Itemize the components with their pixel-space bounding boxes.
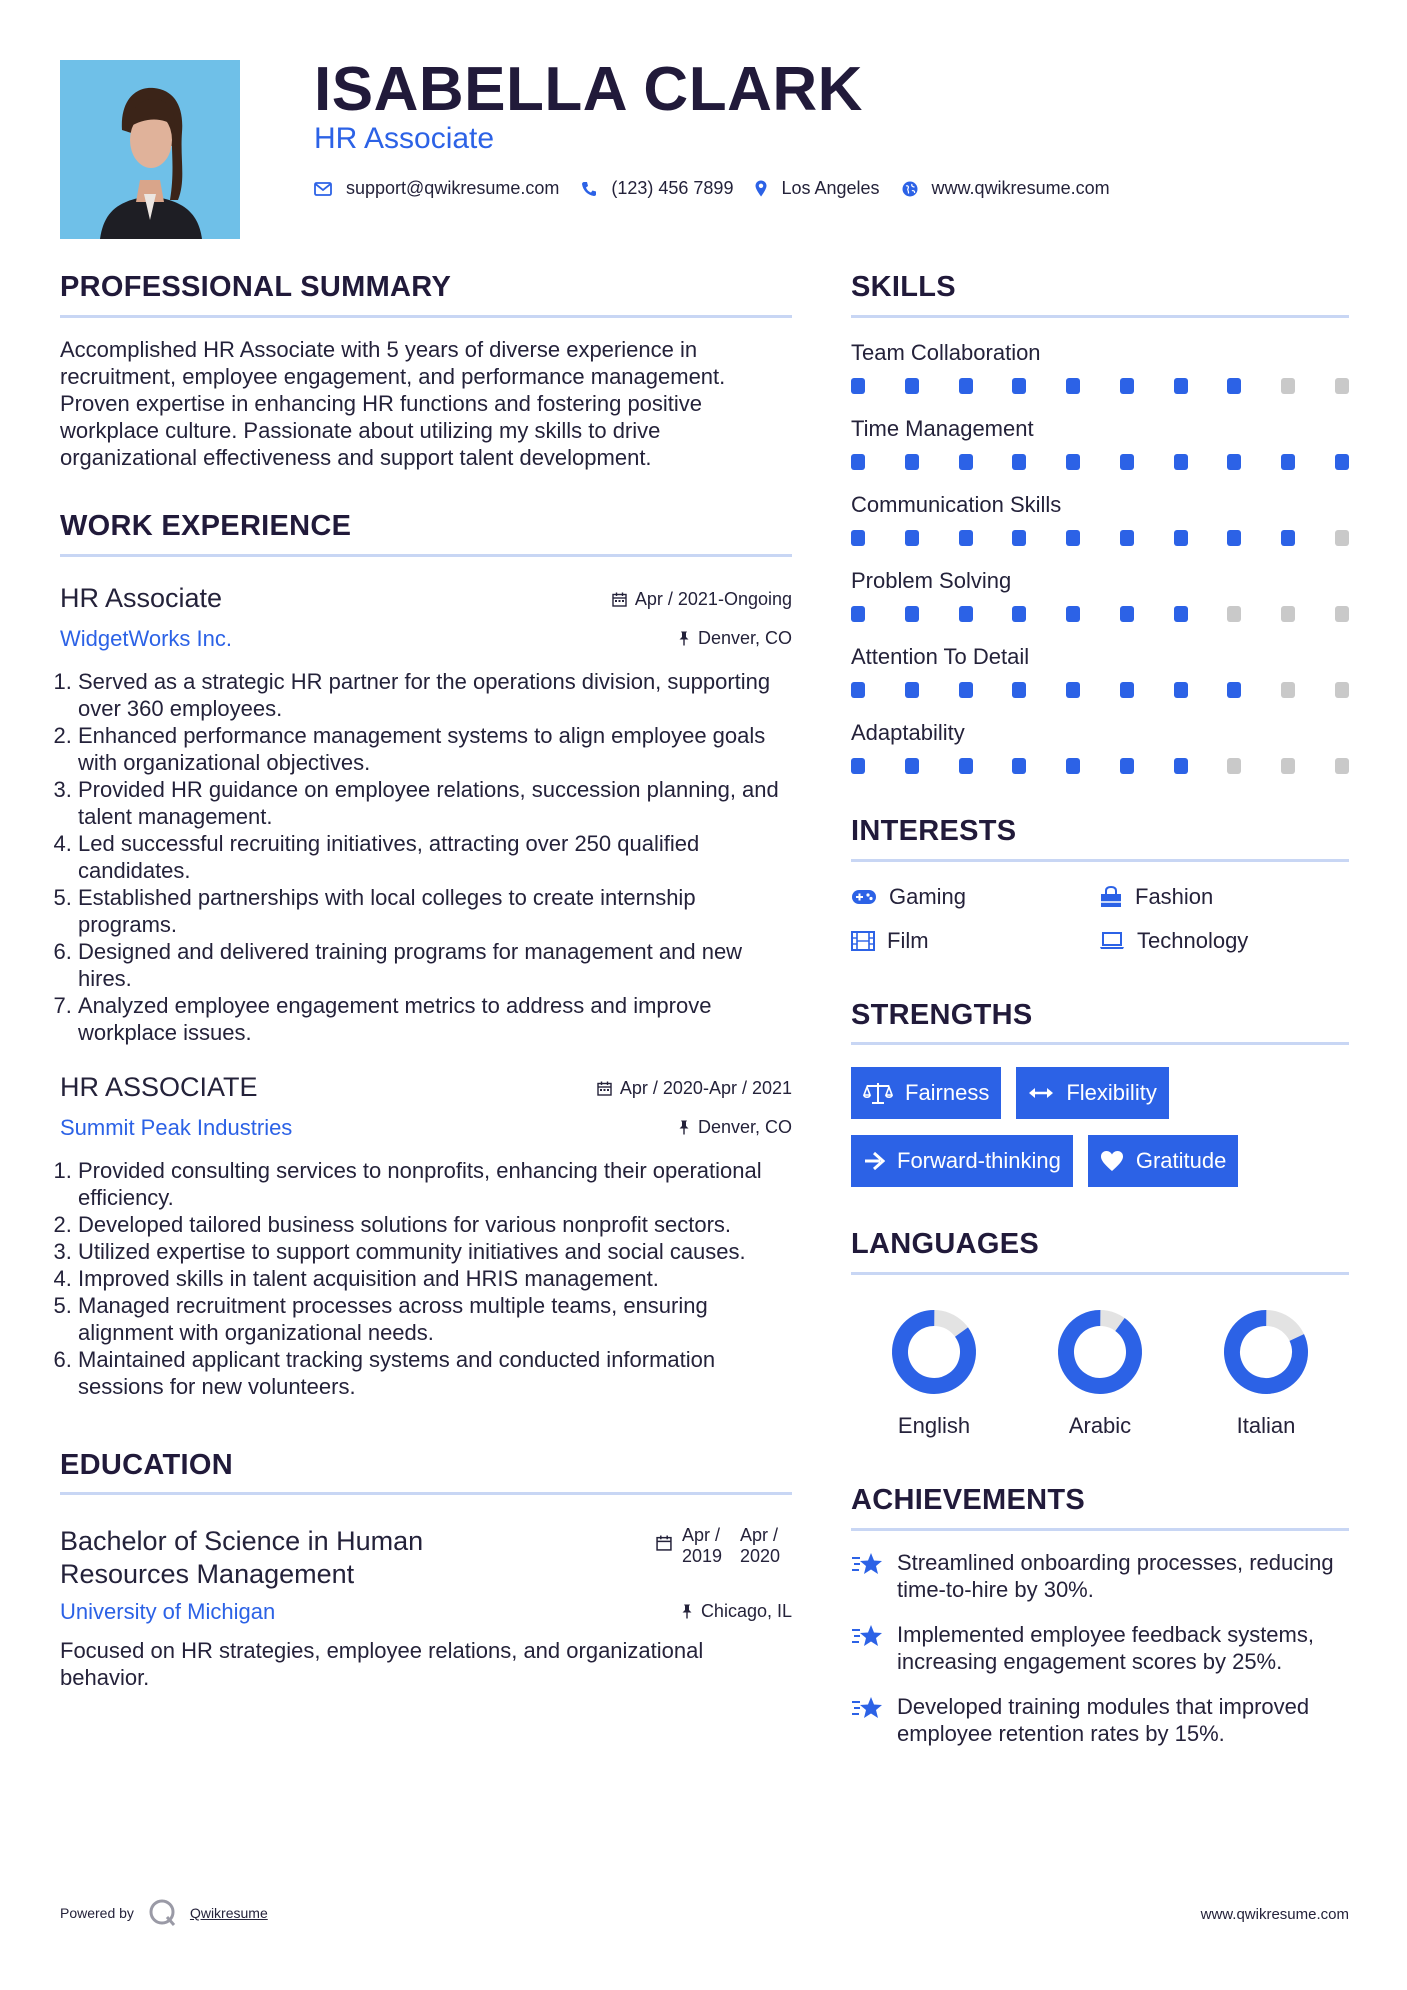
- skill-item: [851, 492, 1349, 546]
- skill-dot-empty: [1335, 530, 1349, 546]
- skill-rating: [851, 454, 1349, 470]
- job-bullets: [60, 668, 792, 1046]
- skill-dot-filled: [959, 378, 973, 394]
- skill-dot-empty: [1281, 378, 1295, 394]
- job-dates: [597, 1078, 792, 1099]
- film-icon: [851, 931, 875, 951]
- skill-name: Communication Skills: [851, 491, 1062, 517]
- heart-icon: [1100, 1150, 1124, 1172]
- section-divider: [60, 554, 792, 557]
- skills-heading: SKILLS: [851, 271, 956, 303]
- right-column: [851, 270, 1349, 1747]
- job-dates-text: Apr / 2021-Ongoing: [634, 588, 792, 609]
- job-entry: [60, 583, 792, 1046]
- skill-dot-filled: [1174, 758, 1188, 774]
- education-heading: EDUCATION: [60, 1448, 233, 1481]
- skill-dot-empty: [1281, 682, 1295, 698]
- strengths-list: [851, 1067, 1349, 1203]
- skill-dot-filled: [851, 454, 865, 470]
- skill-dot-filled: [1012, 682, 1026, 698]
- skill-dot-filled: [1066, 682, 1080, 698]
- education-degree: Bachelor of Science in Human Resources Management: [60, 1526, 424, 1590]
- job-bullet: 4. Led successful recruiting initiatives, attracting over 250 qualified candidates.: [78, 830, 792, 884]
- skill-dot-filled: [905, 682, 919, 698]
- shooting-star-icon: [851, 1695, 883, 1721]
- strength-label: Forward-thinking: [897, 1148, 1061, 1174]
- skill-item: [851, 340, 1349, 394]
- skill-rating: [851, 758, 1349, 774]
- job-title: HR ASSOCIATE: [60, 1071, 258, 1102]
- section-divider: [60, 1492, 792, 1495]
- job-location: [678, 628, 792, 649]
- language-name: English: [897, 1413, 971, 1439]
- skill-dot-filled: [1012, 454, 1026, 470]
- skill-rating: [851, 378, 1349, 394]
- strength-badge: [851, 1067, 1001, 1119]
- skill-dot-filled: [1227, 530, 1241, 546]
- job-bullet: 5. Established partnerships with local colleges to create internship programs.: [78, 884, 792, 938]
- contact-phone[interactable]: [581, 178, 733, 199]
- interest-item: [1099, 928, 1347, 954]
- skill-dot-filled: [1174, 378, 1188, 394]
- skill-dot-filled: [905, 606, 919, 622]
- job-bullet: 5. Managed recruitment processes across multiple teams, ensuring alignment with organizational needs.: [78, 1292, 792, 1346]
- skill-dot-filled: [959, 682, 973, 698]
- languages-list: [851, 1309, 1349, 1439]
- section-divider: [851, 1272, 1349, 1275]
- skill-dot-filled: [1066, 530, 1080, 546]
- calendar-icon: [597, 1081, 612, 1096]
- map-pin-icon: [755, 180, 767, 197]
- skill-name: Adaptability: [851, 719, 965, 745]
- balance-scale-icon: [863, 1081, 893, 1105]
- skill-dot-filled: [905, 530, 919, 546]
- skill-dot-filled: [1120, 454, 1134, 470]
- interest-label: Gaming: [889, 883, 967, 909]
- skill-dot-filled: [959, 758, 973, 774]
- achievement-item: [851, 1693, 1349, 1747]
- skill-name: Attention To Detail: [851, 643, 1030, 669]
- strength-badge: [1088, 1135, 1239, 1187]
- gamepad-icon: [851, 889, 877, 905]
- job-bullet: 2. Enhanced performance management systems to align employee goals with organizational objectives.: [78, 722, 792, 776]
- skill-dot-filled: [851, 682, 865, 698]
- section-divider: [851, 315, 1349, 318]
- calendar-icon: [612, 592, 627, 607]
- pushpin-icon: [678, 631, 690, 646]
- skill-dot-filled: [959, 454, 973, 470]
- skill-dot-empty: [1335, 758, 1349, 774]
- skill-dot-filled: [959, 606, 973, 622]
- skill-dot-filled: [1120, 682, 1134, 698]
- language-item: [1017, 1309, 1183, 1439]
- achievements-heading: ACHIEVEMENTS: [851, 1484, 1086, 1517]
- skill-dot-filled: [1335, 454, 1349, 470]
- job-location-text: Denver, CO: [697, 1116, 792, 1137]
- job-bullet: 3. Provided HR guidance on employee relations, succession planning, and talent management.: [78, 776, 792, 830]
- contact-website[interactable]: [902, 178, 1110, 199]
- interest-label: Film: [887, 927, 929, 953]
- interest-item: [1099, 884, 1347, 910]
- job-location: [678, 1117, 792, 1138]
- skill-dot-filled: [1012, 758, 1026, 774]
- skill-dot-filled: [1227, 454, 1241, 470]
- skill-dot-filled: [1120, 378, 1134, 394]
- skill-dot-empty: [1227, 606, 1241, 622]
- job-bullet: 6. Maintained applicant tracking systems and conducted information sessions for new volunteers.: [78, 1346, 792, 1400]
- language-name: Arabic: [1068, 1413, 1132, 1439]
- pushpin-icon: [681, 1604, 693, 1619]
- skill-dot-filled: [1120, 758, 1134, 774]
- strength-label: Gratitude: [1135, 1148, 1227, 1174]
- contact-email[interactable]: [314, 178, 559, 199]
- donut-fill: [1057, 1309, 1143, 1395]
- strengths-heading: STRENGTHS: [851, 998, 1033, 1031]
- skill-dot-filled: [905, 454, 919, 470]
- contact-bar: [314, 178, 1132, 199]
- contact-phone-text: (123) 456 7899: [611, 178, 734, 198]
- contact-email-text: support@qwikresume.com: [346, 178, 560, 198]
- section-divider: [851, 1042, 1349, 1045]
- shooting-star-icon: [851, 1551, 883, 1577]
- envelope-icon: [314, 182, 332, 196]
- job-bullets: [60, 1157, 792, 1400]
- skills-list: [851, 340, 1349, 774]
- skill-dot-filled: [1227, 378, 1241, 394]
- section-divider: [851, 1528, 1349, 1531]
- skill-dot-empty: [1335, 682, 1349, 698]
- skill-dot-filled: [1012, 606, 1026, 622]
- skill-dot-filled: [851, 758, 865, 774]
- donut-fill: [1223, 1309, 1309, 1395]
- skill-dot-filled: [851, 606, 865, 622]
- achievement-text: Streamlined onboarding processes, reducing time-to-hire by 30%.: [897, 1549, 1334, 1602]
- job-bullet: 7. Analyzed employee engagement metrics to address and improve workplace issues.: [78, 992, 792, 1046]
- laptop-icon: [1099, 932, 1125, 950]
- contact-location: [755, 178, 879, 199]
- skill-dot-empty: [1335, 606, 1349, 622]
- skill-dot-filled: [1281, 530, 1295, 546]
- strength-badge: [1016, 1067, 1168, 1119]
- powered-by-text: Powered by: [60, 1905, 134, 1921]
- language-item: [851, 1309, 1017, 1439]
- job-dates-text: Apr / 2020-Apr / 2021: [619, 1077, 792, 1098]
- arrows-horizontal-icon: [1028, 1086, 1054, 1100]
- interest-label: Fashion: [1135, 883, 1214, 909]
- education-location: [681, 1601, 792, 1622]
- qwikresume-logo-icon: [148, 1898, 178, 1928]
- strength-label: Flexibility: [1066, 1080, 1157, 1106]
- job-title: HR Associate: [60, 582, 223, 613]
- interests-heading: INTERESTS: [851, 814, 1017, 847]
- school-name: University of Michigan: [60, 1599, 276, 1625]
- skill-dot-filled: [905, 378, 919, 394]
- globe-icon: [902, 181, 918, 197]
- achievements-list: [851, 1549, 1349, 1747]
- skill-dot-filled: [1012, 530, 1026, 546]
- skill-dot-filled: [1012, 378, 1026, 394]
- calendar-icon: [656, 1535, 672, 1551]
- candidate-role: HR Associate: [314, 122, 495, 155]
- job-dates: [612, 589, 792, 610]
- skill-dot-empty: [1281, 758, 1295, 774]
- interest-item: [851, 928, 1099, 954]
- skill-dot-filled: [1066, 454, 1080, 470]
- skill-dot-filled: [905, 758, 919, 774]
- shooting-star-icon: [851, 1623, 883, 1649]
- education-dates: [656, 1525, 792, 1567]
- language-donut: [1223, 1309, 1309, 1395]
- languages-heading: LANGUAGES: [851, 1228, 1039, 1261]
- footer-brand-link[interactable]: Qwikresume: [189, 1905, 268, 1921]
- language-donut: [1057, 1309, 1143, 1395]
- skill-dot-filled: [1066, 758, 1080, 774]
- skill-name: Team Collaboration: [851, 339, 1041, 365]
- interests-list: [851, 884, 1349, 954]
- skill-item: [851, 416, 1349, 470]
- interest-label: Technology: [1137, 927, 1249, 953]
- skill-dot-empty: [1281, 606, 1295, 622]
- section-divider: [851, 859, 1349, 862]
- company-name: Summit Peak Industries: [60, 1114, 293, 1140]
- strength-badge: [851, 1135, 1073, 1187]
- skill-name: Problem Solving: [851, 567, 1012, 593]
- experience-heading: WORK EXPERIENCE: [60, 509, 352, 542]
- skill-item: [851, 644, 1349, 698]
- skill-name: Time Management: [851, 415, 1034, 441]
- achievement-text: Developed training modules that improved employee retention rates by 15%.: [897, 1693, 1310, 1746]
- job-bullet: 2. Developed tailored business solutions for various nonprofit sectors.: [78, 1211, 792, 1238]
- language-name: Italian: [1236, 1413, 1296, 1439]
- footer-website[interactable]: www.qwikresume.com: [1200, 1906, 1349, 1923]
- summary-text: Accomplished HR Associate with 5 years of diverse experience in recruitment, employee engagement, and performance management. Proven expertise in enhancing HR functions and fostering positive workplace culture. Passionate about utilizing my skills to drive organizational effectiveness and support talent development.: [60, 336, 726, 470]
- language-donut: [891, 1309, 977, 1395]
- education-start: Apr / 2019: [682, 1525, 723, 1567]
- skill-rating: [851, 682, 1349, 698]
- education-location-text: Chicago, IL: [700, 1601, 792, 1622]
- achievement-item: [851, 1621, 1349, 1675]
- donut-fill: [891, 1309, 977, 1395]
- job-bullet: 1. Served as a strategic HR partner for the operations division, supporting over 360 employees.: [78, 668, 792, 722]
- skill-dot-filled: [1120, 530, 1134, 546]
- company-name: WidgetWorks Inc.: [60, 625, 232, 651]
- achievement-item: [851, 1549, 1349, 1603]
- job-entry: [60, 1072, 792, 1400]
- job-bullet: 4. Improved skills in talent acquisition and HRIS management.: [78, 1265, 792, 1292]
- candidate-name: ISABELLA CLARK: [314, 55, 863, 124]
- left-column: [60, 270, 792, 1691]
- shopping-bag-icon: [1099, 886, 1123, 908]
- skill-dot-filled: [1227, 682, 1241, 698]
- job-bullet: 1. Provided consulting services to nonprofits, enhancing their operational efficiency.: [78, 1157, 792, 1211]
- skill-dot-filled: [1066, 378, 1080, 394]
- contact-location-text: Los Angeles: [781, 178, 880, 198]
- profile-photo: [60, 60, 240, 239]
- interest-item: [851, 884, 1099, 910]
- pushpin-icon: [678, 1120, 690, 1135]
- skill-dot-filled: [959, 530, 973, 546]
- job-bullet: 3. Utilized expertise to support community initiatives and social causes.: [78, 1238, 792, 1265]
- skill-dot-empty: [1227, 758, 1241, 774]
- skill-dot-filled: [1066, 606, 1080, 622]
- skill-dot-filled: [1174, 682, 1188, 698]
- language-item: [1183, 1309, 1349, 1439]
- skill-dot-filled: [851, 378, 865, 394]
- contact-website-text: www.qwikresume.com: [931, 178, 1110, 198]
- skill-dot-filled: [1174, 530, 1188, 546]
- footer-powered-by: [60, 1898, 268, 1928]
- education-description: Focused on HR strategies, employee relations, and organizational behavior.: [60, 1638, 704, 1691]
- skill-dot-filled: [1174, 606, 1188, 622]
- arrow-right-icon: [863, 1151, 885, 1171]
- skill-dot-empty: [1335, 378, 1349, 394]
- education-end: Apr / 2020: [740, 1525, 781, 1567]
- section-divider: [60, 315, 792, 318]
- skill-rating: [851, 530, 1349, 546]
- skill-rating: [851, 606, 1349, 622]
- job-location-text: Denver, CO: [697, 627, 792, 648]
- summary-heading: PROFESSIONAL SUMMARY: [60, 271, 452, 303]
- strength-label: Fairness: [905, 1080, 990, 1106]
- skill-item: [851, 568, 1349, 622]
- job-bullet: 6. Designed and delivered training programs for management and new hires.: [78, 938, 792, 992]
- skill-item: [851, 720, 1349, 774]
- person-portrait-icon: [60, 60, 240, 239]
- achievement-text: Implemented employee feedback systems, increasing engagement scores by 25%.: [897, 1621, 1314, 1674]
- skill-dot-filled: [1174, 454, 1188, 470]
- skill-dot-filled: [1120, 606, 1134, 622]
- phone-icon: [581, 181, 597, 197]
- skill-dot-filled: [851, 530, 865, 546]
- skill-dot-filled: [1281, 454, 1295, 470]
